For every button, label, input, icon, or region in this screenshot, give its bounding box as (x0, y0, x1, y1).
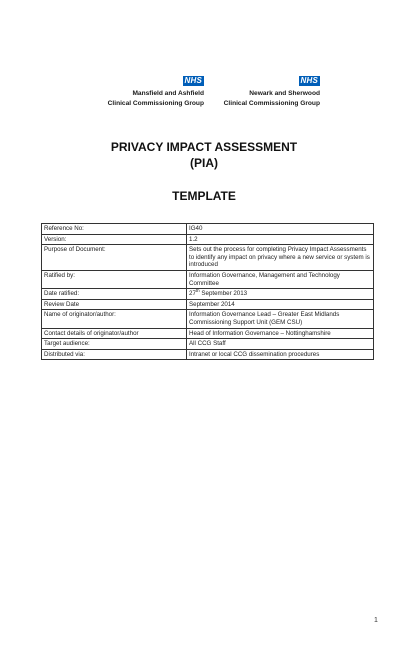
table-row (42, 245, 374, 271)
row-value: Information Governance, Management and Technology Committee (187, 270, 374, 288)
row-label: Version: (42, 234, 187, 245)
row-value: IG40 (187, 224, 374, 235)
row-value (187, 289, 374, 300)
table-row (42, 310, 374, 328)
row-label: Distributed via: (42, 349, 187, 360)
table-row (42, 234, 374, 245)
table-row (42, 224, 374, 235)
row-label: Ratified by: (42, 270, 187, 288)
org-name-line1: Mansfield and Ashfield (132, 90, 204, 97)
document-title-abbreviation: (PIA) (190, 156, 218, 170)
table-row (42, 349, 374, 360)
row-value: All CCG Staff (187, 339, 374, 350)
date-suffix: th (195, 288, 200, 294)
table-row (42, 328, 374, 339)
row-label: Name of originator/author: (42, 310, 187, 328)
document-title: PRIVACY IMPACT ASSESSMENT (110, 140, 298, 154)
row-value: Information Governance Lead – Greater East Midlands Commissioning Support Unit (GEM CSU) (187, 310, 374, 328)
table-row (42, 289, 374, 300)
row-value: September 2014 (187, 299, 374, 310)
table-row (42, 270, 374, 288)
row-value: Sets out the process for completing Privacy Impact Assessments to identify any impact on privacy where a new service or system is introduced (187, 245, 374, 271)
date-day: 27 (189, 290, 196, 298)
table-row (42, 299, 374, 310)
row-value: Head of Information Governance – Nottinghamshire (187, 328, 374, 339)
row-label: Review Date (42, 299, 187, 310)
document-metadata-table (41, 223, 374, 360)
org-name-line1: Newark and Sherwood (249, 90, 320, 97)
row-value: Intranet or local CCG dissemination procedures (187, 349, 374, 360)
page-number: 1 (374, 617, 378, 624)
row-label: Target audience: (42, 339, 187, 350)
row-label: Purpose of Document: (42, 245, 187, 271)
row-label: Contact details of originator/author (42, 328, 187, 339)
logo-mansfield-ashfield-ccg (92, 70, 204, 108)
org-name-line2: Clinical Commissioning Group (223, 100, 320, 107)
nhs-logo-icon: NHS (184, 76, 202, 85)
row-value: 1.2 (187, 234, 374, 245)
nhs-logo-icon: NHS (300, 76, 318, 85)
row-label: Date ratified: (42, 289, 187, 300)
table-row (42, 339, 374, 350)
document-subtitle: TEMPLATE (172, 189, 236, 203)
date-rest: September 2013 (199, 290, 248, 298)
org-name-line2: Clinical Commissioning Group (107, 100, 204, 107)
logo-newark-sherwood-ccg (208, 70, 320, 108)
row-label: Reference No: (42, 224, 187, 235)
